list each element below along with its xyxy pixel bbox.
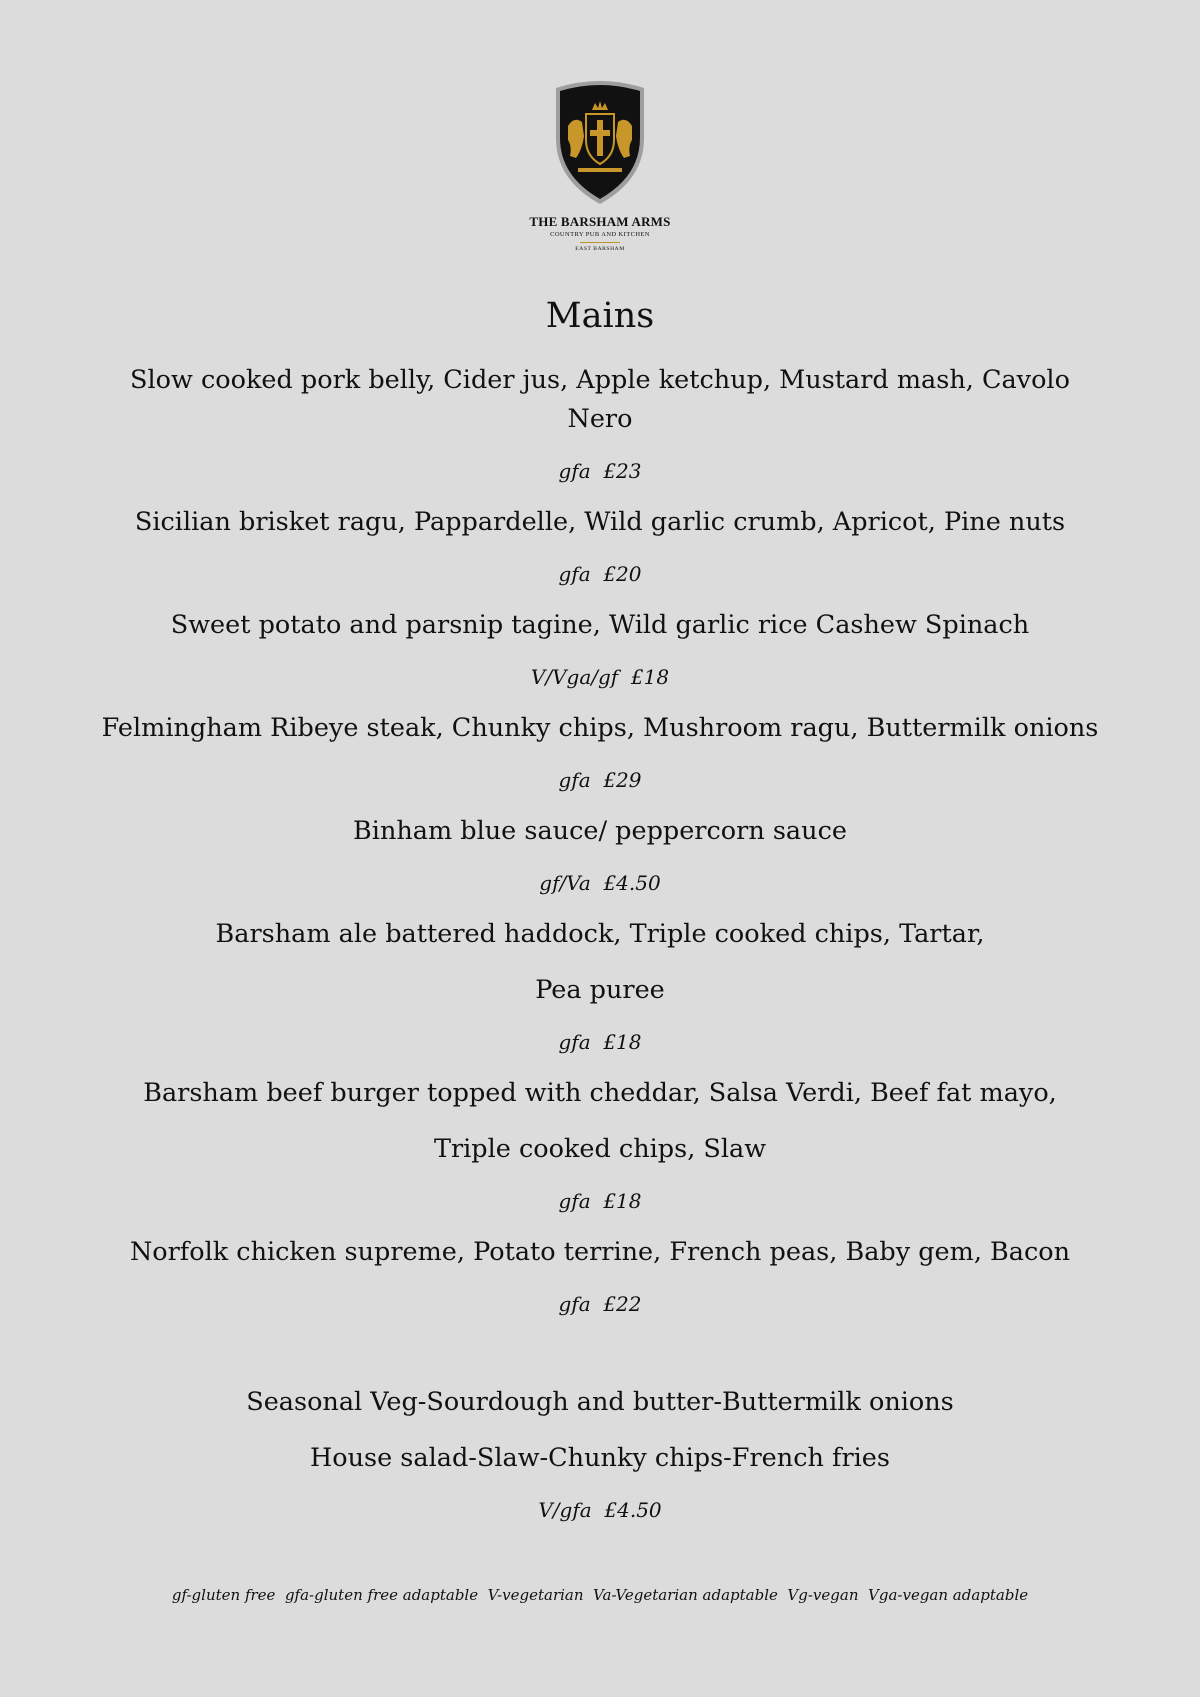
menu-item-description: Felmingham Ribeye steak, Chunky chips, Mushroom ragu, Buttermilk onions bbox=[101, 713, 1099, 743]
menu-item-price-tag: gf/Va £4.50 bbox=[539, 871, 661, 895]
brand-divider bbox=[580, 242, 620, 243]
menu-item-price-tag: gfa £29 bbox=[558, 768, 642, 792]
menu-item-price-tag: gfa £18 bbox=[558, 1030, 642, 1054]
logo bbox=[520, 76, 680, 252]
menu-item-description: Sweet potato and parsnip tagine, Wild garlic rice Cashew Spinach bbox=[170, 610, 1030, 640]
menu-item-description: Norfolk chicken supreme, Potato terrine, French peas, Baby gem, Bacon bbox=[129, 1237, 1071, 1267]
menu-item-description: Binham blue sauce/ peppercorn sauce bbox=[353, 816, 847, 846]
dietary-legend: gf-gluten free gfa-gluten free adaptable V-vegetarian Va-Vegetarian adaptable Vg-vegan Vga-vegan adaptable bbox=[171, 1586, 1029, 1604]
menu-item-description: Barsham beef burger topped with cheddar, Salsa Verdi, Beef fat mayo, bbox=[143, 1078, 1057, 1108]
brand-name: THE BARSHAM ARMS bbox=[529, 214, 671, 229]
brand-subtitle: COUNTRY PUB AND KITCHEN bbox=[550, 231, 650, 238]
section-title: Mains bbox=[545, 296, 655, 336]
menu-item-price-tag: V/Vga/gf £18 bbox=[530, 665, 670, 689]
sides-description: Seasonal Veg-Sourdough and butter-Buttermilk onions bbox=[246, 1387, 954, 1417]
menu-item-price-tag: gfa £22 bbox=[558, 1292, 642, 1316]
menu-item-price-tag: gfa £18 bbox=[558, 1189, 642, 1213]
menu-item-price-tag: gfa £23 bbox=[558, 459, 642, 483]
menu-item-description: Nero bbox=[567, 404, 633, 434]
sides-price-tag: V/gfa £4.50 bbox=[538, 1498, 662, 1522]
brand-location: EAST BARSHAM bbox=[575, 246, 625, 252]
menu-item-price-tag: gfa £20 bbox=[558, 562, 642, 586]
menu-item-description: Barsham ale battered haddock, Triple cooked chips, Tartar, bbox=[215, 919, 985, 949]
menu-item-description: Pea puree bbox=[535, 975, 665, 1005]
menu-item-description: Sicilian brisket ragu, Pappardelle, Wild garlic crumb, Apricot, Pine nuts bbox=[134, 507, 1066, 537]
sides-description: House salad-Slaw-Chunky chips-French fries bbox=[310, 1443, 890, 1473]
shield-crest-icon bbox=[548, 76, 652, 208]
menu-item-description: Triple cooked chips, Slaw bbox=[433, 1134, 767, 1164]
menu-item-description: Slow cooked pork belly, Cider jus, Apple ketchup, Mustard mash, Cavolo bbox=[130, 365, 1070, 395]
